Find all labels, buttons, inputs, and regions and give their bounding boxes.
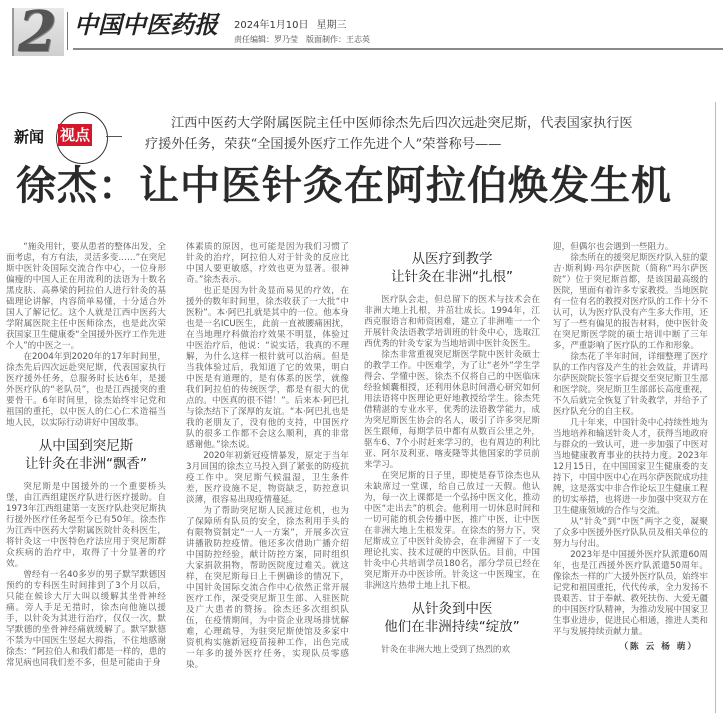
article-paragraph: 徐杰花了半年时间，详细整理了医疗队的工作内容及产生的社会效益，并请玛尔萨医院院长签字后提交至突尼斯卫生部和医学院。突尼斯卫生部部长高度重视，不久后就完全恢复了针灸教学，并给予了医疗队充分的自主权。 <box>553 352 708 417</box>
section-heading-line: 让针灸在非洲“飘香” <box>25 456 147 472</box>
article-paragraph: 几十年来，中国针灸中心持续性地为当地培养和输送针灸人才，获得当地政府与群众的一致认可，进一步加强了中医对当地健康教育事业的扶持力度。2023年12月15日，在中国国家卫生健康委的支持下，中国中医中心在玛尔萨医院成功挂牌，这是落实中非合作论坛卫生健康工程的切实举措，也将进一步加强中突双方在卫生健康领域的合作与交流。 <box>553 418 708 516</box>
article-paragraph: 为了帮助突尼斯人民渡过危机，也为了保障所有队员的安全，徐杰利用手头的有限物资制定“一人一方案”，开展多次宣讲播散防控疫情。他还多次借助广播介绍中国防控经验，献计防控方案，同时组织大家捐款捐物，帮助医院度过难关。就这样，在突尼斯每日上千例确诊的情况下，中国针灸国际交流合作中心依然正常开展医疗工作，深受突尼斯卫生部、入驻医院及广大患者的赞扬。徐杰还多次组织队伍，在疫情期间，为中资企业现场排忧解难，心理疏导，为驻突尼斯使馆及多家中资机构实施新冠疫苗接种工作，出色完成一年多的援外医疗任务，实现队员零感染。 <box>186 506 349 670</box>
badge-line <box>106 136 122 137</box>
newspaper-logo: 中国中医药报 <box>74 10 218 39</box>
article-paragraph: 医疗队会走，但总留下的医术与技术会在非洲大地上扎根，并茁壮成长。1994年，江西克服语言和师资困难，建立了非洲唯一一个开展针灸法语教学培训班的针灸中心，选取江西优秀的针灸专家为当地培训中医针灸医生。 <box>364 295 540 349</box>
article-paragraph: “施灸用针，要从患者的整体出发，全面考虑，有方有法，灵活多变……”在突尼斯中医针灸国际交流合作中心，一位身形偏瘦的中国人正在用流利的法语为十数名黑皮肤、高鼻梁的阿拉伯人进行针灸的基础理论讲解，内容简单易懂，十分适合外国人了解记忆。这个人就是江西中医药大学附属医院主任中医师徐杰，也是此次荣获国家卫生健康委“全国援外医疗工作先进个人”的中医之一。 <box>6 242 166 351</box>
header-rule <box>73 48 723 50</box>
section-heading-line: 从中国到突尼斯 <box>38 438 134 454</box>
lead-intro: 江西中医药大学附属医院主任中医师徐杰先后四次远赴突尼斯，代表国家执行医疗援外任务，荣获“全国援外医疗工作先进个人”荣誉称号—— <box>145 116 633 152</box>
article-paragraph: 在突尼斯的日子里，即使是春节徐杰也从未缺席过一堂课，给自己放过一天假。他认为，每一次上课都是一个弘扬中医文化，推动中医“走出去”的机会。他利用一切休息时间和一切可能的机会传播中医，推广中医，让中医在非洲大地上生根发芽。在徐杰的努力下，突尼斯成立了中医针灸协会，在非洲留下了一支理论扎实、技术过硬的中医队伍。目前，中国针灸中心共培训学员180名，部分学员已经在突尼斯开办中医诊所。针灸这一中医瑰宝，在非洲这片热带土地上扎下根。 <box>364 471 540 591</box>
badge-left-text: 新闻 <box>14 128 45 146</box>
editor-text: 责任编辑：罗乃莹 <box>234 35 298 44</box>
date-text: 2024年1月10日 <box>234 20 309 31</box>
article-paragraph: 也正是因为针灸显而易见的疗效，在援外的数年时间里，徐杰收获了一大批“中医粉”。本·阿巴扎就是其中的一位。他本身也是一名ICU医生，此前一直被腰痛困扰，在当地理疗科做治疗效果不明显，体验过中医治疗后，他说：“说实话，我真的不理解，为什么这样一根针就可以治病。但是当我体验过后，我知道了它的效果，明白中医是有道理的，是有体系的医学，就像我们阿拉伯的传统医学，都是有很大的优点的。中医真的很不错！”。后来本·阿巴扎与徐杰结下了深厚的友谊。“本·阿巴扎也是我的老朋友了，没有他的支持，中国医疗队的很多工作都不会这么顺利，真的非常感谢他。”徐杰说。 <box>186 286 349 450</box>
designer-text: 版面制作：王志英 <box>306 35 370 44</box>
article-paragraph: 迎，但偶尔也会遇到一些阻力。 <box>553 242 674 252</box>
article-paragraph: 针灸在非洲大地上受到了热烈的欢 <box>381 645 511 655</box>
page-number <box>12 0 64 65</box>
section-heading-line: 从医疗到教学 <box>411 251 493 267</box>
section-heading-line: 让针灸在非洲“扎根” <box>391 269 513 285</box>
author-byline: （陈 云 杨 萌） <box>619 642 698 652</box>
issue-date <box>234 20 355 32</box>
article-paragraph: 从“针灸”到“中医”两字之变，凝聚了众多中医援外医疗队队员及相关单位的努力与付出。 <box>553 517 708 549</box>
article-column-4 <box>553 242 708 713</box>
article-paragraph: 2023年是中国援外医疗队派遣60周年，也是江西援外医疗队派遣50周年。像徐杰一样的广大援外医疗队员，始终牢记党和祖国重托，代代传承，全力发扬不畏艰苦、甘于奉献、救死扶伤、大爱无疆的中国医疗队精神，为推动发展中国家卫生事业进步，促进民心相通，推进人类和平与发展持续贡献力量。 <box>553 550 708 637</box>
article-paragraph: 在2004年到2020年的17年时间里，徐杰先后四次远赴突尼斯，代表国家执行医疗援外任务，总服务时长达6年，是援外医疗队的“老队员”，也是江西援突的重要骨干。6年时间里，徐杰始终牢记党和祖国的重托，以中医人的仁心仁术造福当地人民，以实际行动讲好中国故事。 <box>6 352 166 428</box>
article-paragraph: 曾经有一名40多岁的男子默罕默德因预约的专科医生时间排到了3个月以后，只能在候诊大厅大叫以缓解其坐骨神经痛。旁人手足无措时，徐杰向他施以援手，以针灸为其进行治疗，仅仅一次，默罕默德的坐骨神经痛就缓解了。默罕默德不禁为中国医生竖起大拇指，不住地感谢徐杰：“阿拉伯人和我们都是一样的，患的常见病也同我们差不多，但是可能由于身 <box>6 570 166 668</box>
section-heading-line: 从针灸到中医 <box>411 601 493 617</box>
section-heading <box>364 600 540 636</box>
page-headline: 徐杰：让中医针灸在阿拉伯焕发生机 <box>16 162 672 209</box>
section-heading <box>364 250 540 286</box>
article-column-2 <box>186 242 349 713</box>
article-paragraph: 体素质的原因，也可能是因为我们习惯了针灸的治疗，阿拉伯人对于针灸的反应比中国人要更敏感，疗效也更为显著。很神奇。”徐杰表示。 <box>186 242 349 285</box>
section-heading <box>6 437 166 473</box>
badge-right-text: 视点 <box>60 126 91 144</box>
masthead-divider <box>67 12 68 50</box>
section-heading-line: 他们在非洲持续“绽放” <box>384 619 520 635</box>
page-number-text: 2 <box>18 0 57 65</box>
editor-credits <box>234 35 378 45</box>
page-border <box>715 102 716 713</box>
article-paragraph: 突尼斯是中国援外的一个重要桥头堡，由江西组建医疗队进行医疗援助。自1973年江西组建第一支医疗队赴突尼斯执行援外医疗任务起至今已有50年。徐杰作为江西中医药大学附属医院针灸科医生，将针灸这一中医特色疗法应用于突尼斯群众疾病的治疗中，取得了十分显著的疗效。 <box>6 482 166 569</box>
article-paragraph: 徐杰所在的援突尼斯医疗队入驻的蒙吉·斯利姆·玛尔萨医院（简称“玛尔萨医院”）位于突尼斯首都，是该国最高级的医院，里面有着许多专家教授。当地医院有一位有名的教授对医疗队的工作十分不认可，认为医疗队没有产生多大作用，还写了一些有偏见的报告材料，使中医针灸在突尼斯医学院的硕士培训中断了三年多，严重影响了医疗队的工作和形象。 <box>553 253 708 351</box>
article-paragraph: 2020年初新冠疫情暴发，原定于当年3月回国的徐杰立马投入到了紧张的防疫抗疫工作中。突尼斯气候温湿，卫生条件差，医疗设施不足，物资缺乏，防控意识淡薄，很容易出现疫情蔓延。 <box>186 451 349 505</box>
weekday-text: 星期三 <box>316 20 347 31</box>
article-column-1 <box>6 242 166 713</box>
article-paragraph: 徐杰非常重视突尼斯医学院中医针灸硕士的教学工作。中医难学，为了让“老外”学生学得会、学懂中医，徐杰不仅将自己的中医临床经验倾囊相授，还利用休息时间潜心研究如何用法语将中医理论更好地教授给学生。徐杰凭借精湛的专业水平，优秀的法语教学能力，成为突尼斯医生协会的名人，吸引了许多突尼斯医生跟师，每期学员中都有从数百公里之外，驱车6、7个小时赶来学习的，也有周边的利比亚、阿尔及利亚、喀麦隆等其他国家的学员前来学习。 <box>364 350 540 470</box>
article-column-3 <box>364 242 540 713</box>
